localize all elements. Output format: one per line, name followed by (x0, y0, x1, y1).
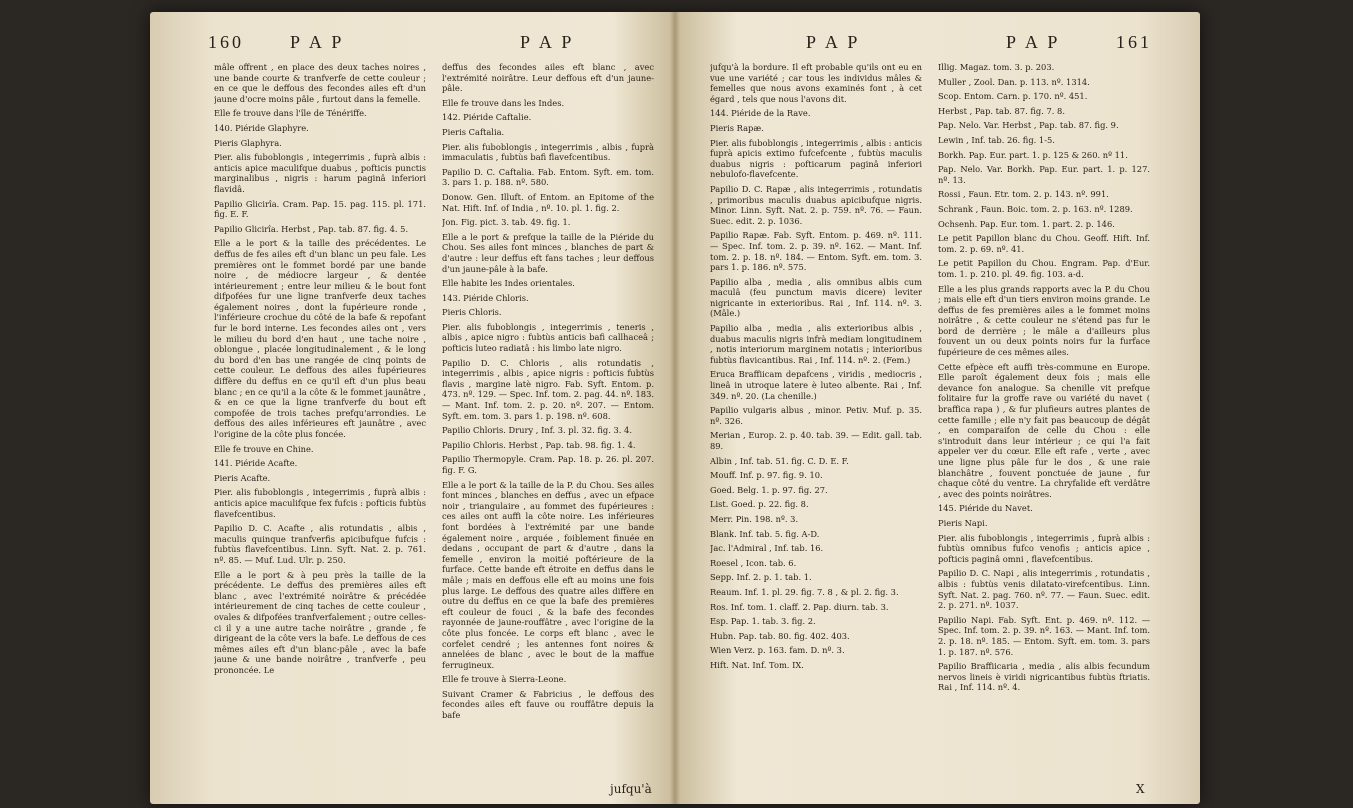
text-paragraph: Suivant Cramer & Fabricius , le deffous des fecondes ailes eft fauve ou rouffâtre depuis la bafe (442, 688, 654, 721)
page-number-right: 161 (1116, 32, 1152, 52)
left-column-2 (442, 62, 654, 792)
text-paragraph: Pier. alis fuboblongis , integerrimis , albis , fuprà immaculatis , fubtùs bafi flavefcentibus. (442, 141, 654, 163)
text-paragraph: Papilio Chloris. Herbst , Pap. tab. 98. fig. 1. 4. (442, 439, 636, 450)
text-paragraph: Illig. Magaz. tom. 3. p. 203. (938, 62, 1055, 72)
text-paragraph: Papilio alba , media , alis omnibus albis cum maculâ (feu punctum mavis dicere) leviter nigricante in exterioribus. Rai , Inf. 114. nº. 3. (Mâle.) (710, 276, 922, 319)
text-paragraph: 142. Piéride Caftalie. (442, 112, 532, 123)
text-paragraph: Mouff. Inf. p. 97. fig. 9. 10. (710, 470, 823, 481)
text-paragraph: 140. Piéride Glaphyre. (214, 122, 309, 133)
text-paragraph: Papilio D. C. Rapæ , alis integerrimis , rotundatis , primoribus maculis duabus apicibufque nigris. Minor. Linn. Syft. Nat. 2. p. 759. nº. 76. — Faun. Suec. edit. 2. p. 1036. (710, 183, 922, 226)
text-paragraph: Ros. Inf. tom. 1. claff. 2. Pap. diurn. tab. 3. (710, 601, 889, 612)
text-paragraph: Sepp. Inf. 2. p. 1. tab. 1. (710, 572, 812, 583)
right-column-1 (710, 62, 922, 792)
text-paragraph: Pieris Caftalia. (442, 126, 505, 137)
text-paragraph: Elle habite les Indes orientales. (442, 278, 575, 289)
text-paragraph: Jac. l'Admiral , Inf. tab. 16. (710, 543, 824, 554)
text-paragraph: Pap. Nelo. Var. Borkh. Pap. Eur. part. 1. p. 127. nº. 13. (938, 164, 1150, 185)
text-paragraph: mâle offrent , en place des deux taches noires , une bande courte & tranfverfe de cette couleur ; en ce que le deffous des fecondes ailes eft d'un jaune d'ocre moins pâle , furtout dans la femelle. (214, 62, 426, 104)
text-paragraph: Merian , Europ. 2. p. 40. tab. 39. — Edit. gall. tab. 89. (710, 430, 922, 451)
text-paragraph: Hift. Nat. Inf. Tom. IX. (710, 659, 804, 670)
text-paragraph: Borkh. Pap. Eur. part. 1. p. 125 & 260. nº 11. (938, 149, 1128, 160)
text-paragraph: Pieris Chloris. (442, 307, 502, 318)
right-column-2 (938, 62, 1150, 792)
text-paragraph: Papilio vulgaris albus , minor. Petiv. Muf. p. 35. nº. 326. (710, 405, 922, 426)
left-column-1 (214, 62, 426, 792)
text-paragraph: Papilio D. C. Chloris , alis rotundatis , integerrimis , albis , apice nigris : pofticis fubtùs flavis , margine latè nigro. Fab. Syft. Entom. p. 473. nº. 129. — Spec. Inf. tom. 2. pag. 44. nº. 183. — Mant. Inf. tom. 2. p. 20. nº. 207. — Entom. Syft. em. tom. 3. pars 1. p. 198. nº. 608. (442, 357, 654, 421)
text-paragraph: deffus des fecondes ailes eft blanc , avec l'extrémité noirâtre. Leur deffous eft d'un jaune-pâle. (442, 62, 654, 94)
text-paragraph: Eruca Braffiicam depafcens , viridis , mediocris , lineâ in utroque latere è luteo albente. Rai , Inf. 349. nº. 20. (La chenille.) (710, 369, 922, 401)
catchword: jufqu'à (610, 782, 652, 796)
book-spread (150, 12, 1200, 804)
running-head-right-2: P A P (1006, 32, 1061, 52)
left-page (150, 12, 670, 804)
text-paragraph: Papilio Glicirîa. Cram. Pap. 15. pag. 115. pl. 171. fig. E. F. (214, 198, 426, 220)
text-paragraph: Cette efpèce eft auffi très-commune en Europe. Elle paroît également deux fois ; mais elle devance fon analogue. Sa chenille vit prefque folitaire fur la groffe rave ou variété du navet ( braffica rapa ) , & fur plufieurs autres plantes de cette famille ; elle n'y fait pas beaucoup de dégât , en comparaifon de celle du Chou : elle s'introduit dans leur intérieur ; ce qui l'a fait appeler ver du cœur. Elle eft rafe , verte , avec une ligne plus pâle fur le dos , & une raie blanchâtre , fouvent ponctuée de jaune , fur chaque côté du ventre. La chryfalide eft verdâtre , avec des points noirâtres. (938, 361, 1150, 499)
text-paragraph: Papilio D. C. Acafte , alis rotundatis , albis , maculis quinque tranfverfis apicibufque fufcis : fubtùs flavefcentibus. Linn. Syft. Nat. 2. p. 761. nº. 85. — Muf. Lud. Ulr. p. 250. (214, 523, 426, 565)
text-paragraph: Pieris Rapæ. (710, 122, 764, 133)
text-paragraph: Scop. Entom. Carn. p. 170. nº. 451. (938, 91, 1088, 102)
text-paragraph: Elle a le port & la taille de la P. du Chou. Ses ailes font minces , blanches en deffus , avec un efpace noir , triangulaire , au fommet des fupérieures : ces ailes ont auffi la côte noire. Les inférieures font bordées à l'extrémité par une bande également noire , arquée , foiblement finuée en dedans , occupant de part & d'autre , dans la femelle , environ la moitié poftérieure de la furface. Cette bande eft étroite en deffus dans le mâle ; mais en deffous elle eft au moins une fois plus large. Le deffous des quatre ailes diffère en outre du deffus en ce que la bafe des premières eft couleur de fouci , & la bafe des fecondes rayonnée de jaune-rouffâtre , avec l'origine de la côte plus foncée. Le corps eft blanc , avec le corfelet cendré ; les antennes font noires & annelées de blanc , avec le bout de la maffue ferrugineux. (442, 479, 654, 670)
page-number-left: 160 (208, 32, 244, 52)
text-paragraph: Hubn. Pap. tab. 80. fig. 402. 403. (710, 630, 850, 641)
text-paragraph: Pieris Glaphyra. (214, 137, 282, 148)
text-paragraph: Papilio Glicirîa. Herbst , Pap. tab. 87. fig. 4. 5. (214, 223, 409, 234)
text-paragraph: Esp. Pap. 1. tab. 3. fig. 2. (710, 616, 816, 627)
text-paragraph: jufqu'à la bordure. Il eft probable qu'ils ont eu en vue une variété ; car tous les individus mâles & femelles que nous avons examinés font , à cet égard , tels que nous l'avons dit. (710, 62, 922, 104)
text-paragraph: Herbst , Pap. tab. 87. fig. 7. 8. (938, 105, 1065, 116)
text-paragraph: Muller , Zool. Dan. p. 113. nº. 1314. (938, 76, 1090, 87)
running-head-left-2: P A P (520, 32, 575, 52)
text-paragraph: Papilio Napi. Fab. Syft. Ent. p. 469. nº. 112. — Spec. Inf. tom. 2. p. 39. nº. 163. — Mant. Inf. tom. 2. p. 18. nº. 185. — Entom. Syft. em. tom. 3. pars 1. p. 187. nº. 576. (938, 614, 1150, 657)
text-paragraph: Donow. Gen. Illuft. of Entom. an Epitome of the Nat. Hift. Inf. of India , nº. 10. pl. 1. fig. 2. (442, 191, 654, 213)
text-paragraph: Goed. Belg. 1. p. 97. fig. 27. (710, 484, 828, 495)
text-paragraph: Papilio alba , media , alis exterioribus albis , duabus maculis nigris infrà mediam longitudinem , notis interiorum marginem notatis ; interioribus fubtùs flavicantibus. Rai , Inf. 114. nº. 2. (Fem.) (710, 323, 922, 365)
text-paragraph: Papilio D. C. Napi , alis integerrimis , rotundatis , albis : fubtùs venis dilatato-virefcentibus. Linn. Syft. Nat. 2. pag. 760. nº. 77. — Faun. Suec. edit. 2. p. 271. nº. 1037. (938, 568, 1150, 611)
text-paragraph: Schrank , Faun. Boic. tom. 2. p. 163. nº. 1289. (938, 203, 1133, 214)
text-paragraph: 141. Piéride Acafte. (214, 458, 298, 469)
text-paragraph: Le petit Papillon blanc du Chou. Geoff. Hift. Inf. tom. 2. p. 69. nº. 41. (938, 233, 1150, 254)
text-paragraph: Elle fe trouve dans l'île de Ténériffe. (214, 108, 367, 119)
text-paragraph: Elle a le port & à peu près la taille de la précédente. Le deffus des premières ailes eft blanc , avec l'extrémité noirâtre & précédée intérieurement de cinq taches de cette couleur , ovales & difpofées tranfverfalement ; outre celles-ci il y a une autre tache noirâtre , grande , fe dirigeant de la côte vers la bafe. Le deffous de ces mêmes ailes eft d'un blanc-pâle , avec la bafe jaune & une bande noirâtre , tranfverfe , peu prononcée. Le (214, 569, 426, 675)
text-paragraph: Lewin , Inf. tab. 26. fig. 1-5. (938, 134, 1055, 145)
text-paragraph: Elle fe trouve à Sierra-Leone. (442, 674, 567, 685)
text-paragraph: Elle fe trouve en Chine. (214, 443, 314, 454)
text-paragraph: Papilio Rapæ. Fab. Syft. Entom. p. 469. nº. 111. — Spec. Inf. tom. 2. p. 39. nº. 162. — Mant. Inf. tom. 2. p. 18. nº. 184. — Entom. Syft. em. tom. 3. pars 1. p. 186. nº. 575. (710, 230, 922, 273)
text-paragraph: Pieris Napi. (938, 517, 988, 528)
text-paragraph: 143. Piéride Chloris. (442, 292, 529, 303)
text-paragraph: Papilio Thermopyle. Cram. Pap. 18. p. 26. pl. 207. fig. F. G. (442, 454, 654, 475)
text-paragraph: Elle a le port & prefque la taille de la Piéride du Chou. Ses ailes font minces , blanches de part & d'autre : leur deffus eft fans taches ; leur deffous d'un jaune-pâle à la bafe. (442, 231, 654, 274)
text-paragraph: Reaum. Inf. 1. pl. 29. fig. 7. 8 , & pl. 2. fig. 3. (710, 586, 899, 597)
text-paragraph: Albin , Inf. tab. 51. fig. C. D. E. F. (710, 455, 849, 466)
text-paragraph: Pier. alis fuboblongis , integerrimis , fuprà albis : anticis apice maculifque duabus , pofticis punctis marginalibus , nigris : harum paginâ inferiori flavidâ. (214, 152, 426, 194)
text-paragraph: Le petit Papillon du Chou. Engram. Pap. d'Eur. tom. 1. p. 210. pl. 49. fig. 103. a-d. (938, 258, 1150, 279)
text-paragraph: Pap. Nelo. Var. Herbst , Pap. tab. 87. fig. 9. (938, 120, 1119, 131)
signature-mark: X (1136, 782, 1145, 796)
text-paragraph: Elle a les plus grands rapports avec la P. du Chou ; mais elle eft d'un tiers environ moins grande. Le deffus de fes premières ailes a le fommet moins noirâtre , & cette couleur ne s'étend pas fur le bord de derrière ; le mâle a d'ailleurs plus fouvent un ou deux points noirs fur la furface fupérieure de ces mêmes ailes. (938, 283, 1150, 358)
text-paragraph: Wien Verz. p. 163. fam. D. nº. 3. (710, 645, 845, 656)
text-paragraph: Pieris Acafte. (214, 472, 271, 483)
text-paragraph: Pier. alis fuboblongis , integerrimis , teneris , albis , apice nigro : fubtùs anticis bafi callhaceâ ; pofticis luteo radiatâ : his limbo late nigro. (442, 321, 654, 354)
text-paragraph: Rossi , Faun. Etr. tom. 2. p. 143. nº. 991. (938, 189, 1109, 200)
text-paragraph: List. Goed. p. 22. fig. 8. (710, 499, 809, 510)
text-paragraph: Elle fe trouve dans les Indes. (442, 97, 565, 108)
text-paragraph: Jon. Fig. pict. 3. tab. 49. fig. 1. (442, 217, 571, 228)
text-paragraph: Papilio Chloris. Drury , Inf. 3. pl. 32. fig. 3. 4. (442, 425, 632, 436)
text-paragraph: 144. Piéride de la Rave. (710, 108, 811, 119)
text-paragraph: Pier. alis fuboblongis , integerrimis , fuprà albis : anticis apice maculifque fex fufcis : pofticis fubtùs flavefcentibus. (214, 487, 426, 519)
running-head-left-1: P A P (290, 32, 345, 52)
text-paragraph: Ochsenh. Pap. Eur. tom. 1. part. 2. p. 146. (938, 218, 1115, 229)
running-head-right-1: P A P (806, 32, 861, 52)
text-paragraph: Merr. Pin. 198. nº. 3. (710, 513, 799, 524)
text-paragraph: Elle a le port & la taille des précédentes. Le deffus de fes ailes eft d'un blanc un peu fale. Les premières ont le fommet bordé par une bande noire , de médiocre largeur , & dentée intérieurement ; entre leur milieu & le bout font difpofées fur une ligne tranfverfe deux taches également noires , dont la fupérieure ronde , l'inférieure crochue du côté de la bafe & repofant fur le bord interne. Les fecondes ailes ont , vers le milieu du bord d'en haut , une tache noire , oblongue , placée longitudinalement , & le long du bord d'en bas une rangée de cinq points de cette couleur. Le deffous des ailes fupérieures diffère du deffus en ce qu'il eft d'un plus beau blanc ; en ce qu'il a la côte & le fommet jaunâtre , & en ce que la ligne tranfverfe du bout eft compofée de trois taches prefqu'arrondies. Le deffous des ailes inférieures eft jaunâtre , avec l'origine de la côte plus foncée. (214, 238, 426, 439)
text-paragraph: Roesel , Icon. tab. 6. (710, 557, 797, 568)
text-paragraph: Pier. alis fuboblongis , integerrimis , albis : anticis fuprà apicis extimo fufcefcente , fubtùs maculis duabus nigris : pofticarum paginâ inferiori nebulofo-flavefcente. (710, 137, 922, 180)
text-paragraph: Papilio Braffiicaria , media , alis albis fecundum nervos lineis è viridi nigricantibus fubtùs ftriatis. Rai , Inf. 114. nº. 4. (938, 661, 1150, 693)
text-paragraph: Blank. Inf. tab. 5. fig. A-D. (710, 528, 820, 539)
right-page (676, 12, 1200, 804)
text-paragraph: Papilio D. C. Caftalia. Fab. Entom. Syft. em. tom. 3. pars 1. p. 188. nº. 580. (442, 166, 654, 188)
text-paragraph: Pier. alis fuboblongis , integerrimis , fuprà albis : fubtùs omnibus fufco venofis ; anticis apice , pofticis paginâ omni , flavefcentibus. (938, 532, 1150, 564)
text-paragraph: 145. Piéride du Navet. (938, 503, 1033, 514)
